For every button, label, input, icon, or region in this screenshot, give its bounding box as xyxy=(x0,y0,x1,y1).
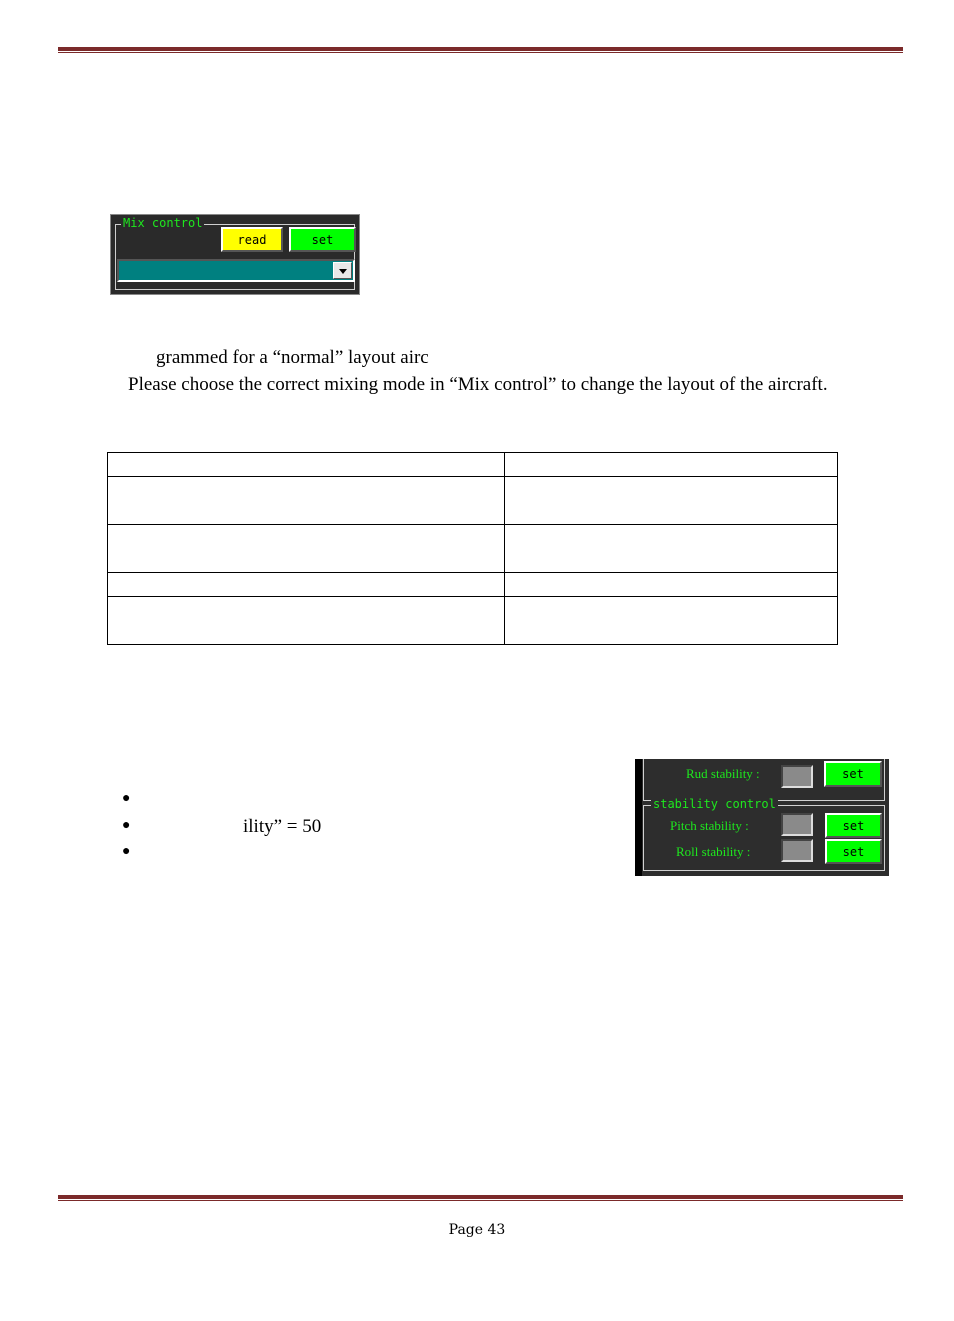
table-cell xyxy=(108,477,505,525)
stability-panel xyxy=(635,759,889,876)
bullet-item-text: ility” = 50 xyxy=(243,816,322,837)
table-row xyxy=(108,573,838,597)
table-row xyxy=(108,477,838,525)
table-cell xyxy=(108,597,505,645)
bullet-icon: ● xyxy=(122,791,131,806)
mix-control-legend: Mix control xyxy=(123,216,203,230)
table-row xyxy=(108,597,838,645)
stability-control-legend: stability control xyxy=(653,797,776,811)
table-cell xyxy=(505,477,838,525)
bullet-icon: ● xyxy=(122,844,131,859)
table-row xyxy=(108,453,838,477)
mix-mode-table xyxy=(107,452,838,645)
read-button[interactable]: read xyxy=(221,227,283,252)
table-row xyxy=(108,525,838,573)
table-cell xyxy=(505,453,838,477)
chevron-down-icon[interactable] xyxy=(333,262,352,279)
table-cell xyxy=(505,597,838,645)
roll-stability-label: Roll stability : xyxy=(676,844,751,859)
page-number: Page 43 xyxy=(448,1222,506,1238)
table-cell xyxy=(108,453,505,477)
roll-set-button[interactable]: set xyxy=(825,839,882,864)
footer-rule xyxy=(58,1195,903,1201)
pitch-set-button[interactable]: set xyxy=(825,813,882,838)
rud-set-button[interactable]: set xyxy=(824,761,882,787)
table-cell xyxy=(505,573,838,597)
panel-edge xyxy=(635,759,642,876)
header-rule xyxy=(58,47,903,53)
rud-stability-input[interactable] xyxy=(781,765,813,788)
table-cell xyxy=(505,525,838,573)
rud-stability-label: Rud stability : xyxy=(686,766,760,781)
paragraph-line-2: Please choose the correct mixing mode in “Mix control” to change the layout of the aircraft. xyxy=(128,374,828,395)
set-button[interactable]: set xyxy=(289,227,356,252)
mix-mode-select[interactable] xyxy=(117,259,355,282)
bullet-icon: ● xyxy=(122,818,131,833)
paragraph-line-1: grammed for a “normal” layout airc xyxy=(156,347,429,368)
table-cell xyxy=(108,525,505,573)
pitch-stability-label: Pitch stability : xyxy=(670,818,749,833)
table-cell xyxy=(108,573,505,597)
mix-control-panel xyxy=(110,214,360,295)
pitch-stability-input[interactable] xyxy=(781,813,813,836)
roll-stability-input[interactable] xyxy=(781,839,813,862)
